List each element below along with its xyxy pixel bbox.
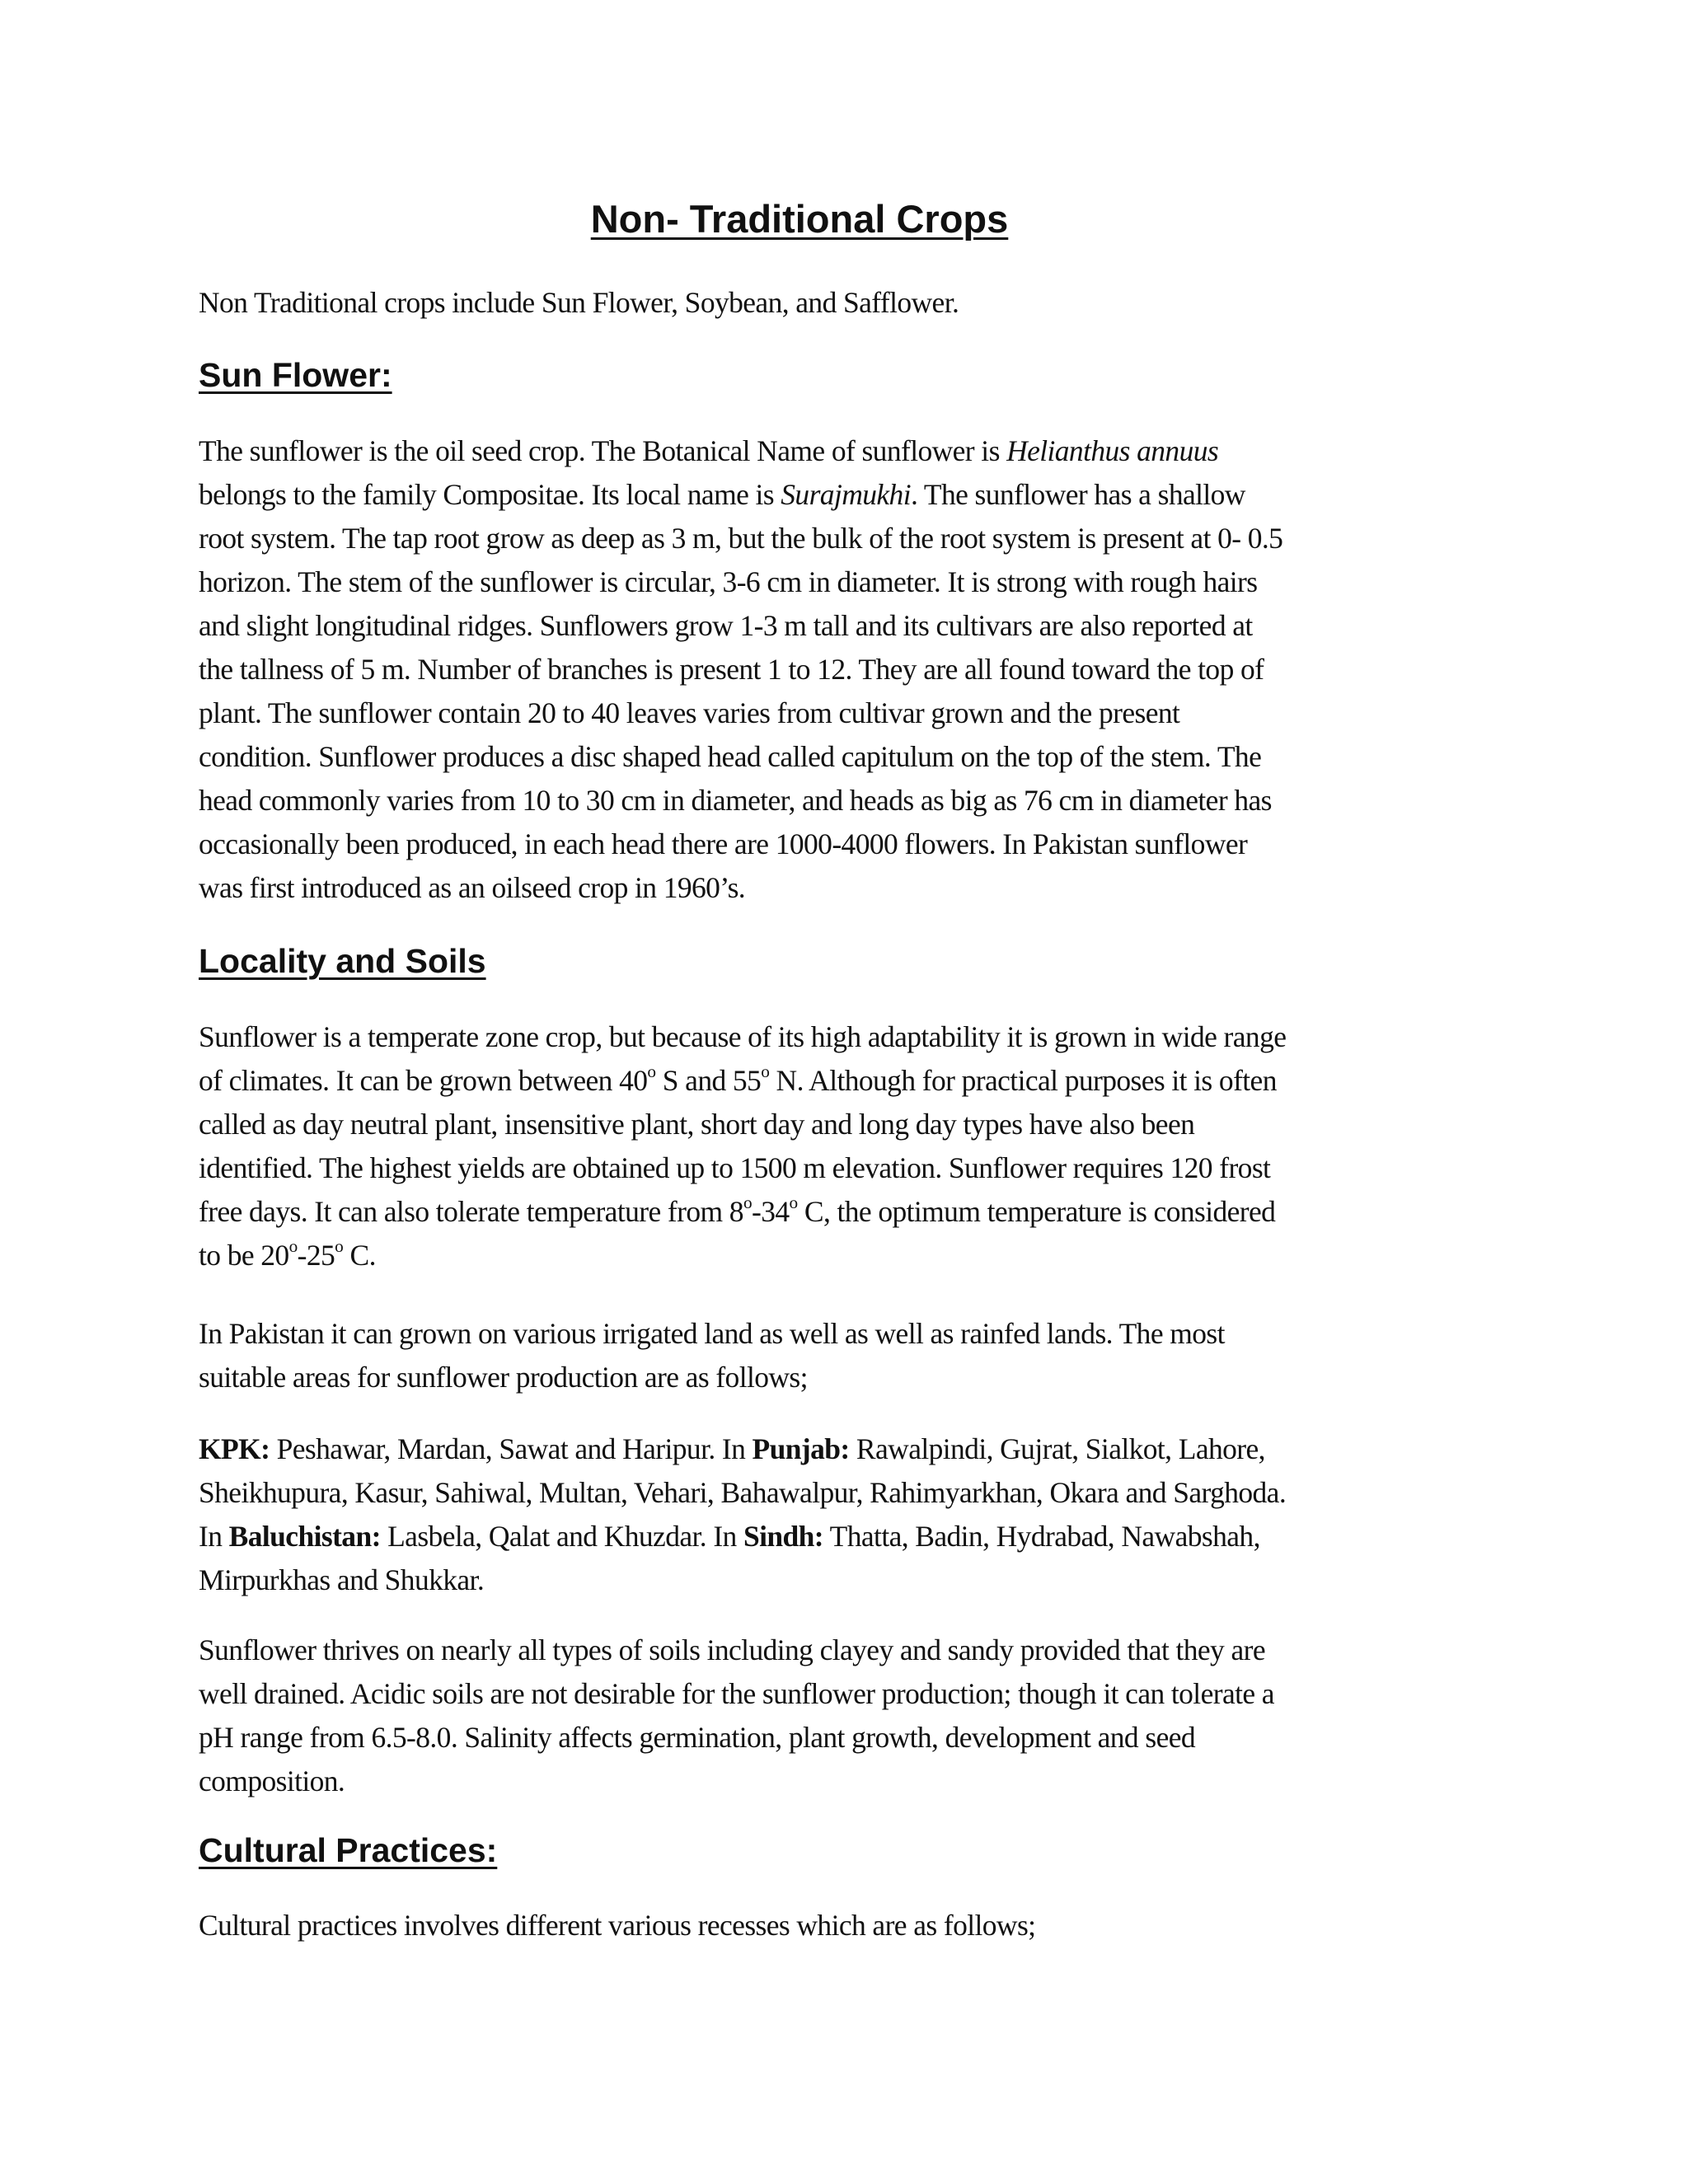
- locality-paragraph-soils: [199, 1629, 1484, 1803]
- line-text: to be 20: [199, 1239, 289, 1272]
- line-text: belongs to the family Compositae. Its local name is: [199, 478, 781, 511]
- paragraph-line: In Pakistan it can grown on various irrigated land as well as well as rainfed lands. The most: [199, 1317, 1225, 1350]
- line-text: C, the optimum temperature is considered: [797, 1195, 1276, 1228]
- paragraph-line: called as day neutral plant, insensitive plant, short day and long day types have also been: [199, 1108, 1195, 1141]
- botanical-name: Helianthus annuus: [1006, 434, 1219, 467]
- paragraph-line: [199, 1234, 1484, 1277]
- intro-text: Non Traditional crops include Sun Flower, Soybean, and Safflower.: [199, 286, 959, 319]
- paragraph-line: was first introduced as an oilseed crop in 1960’s.: [199, 871, 746, 904]
- paragraph-line: Cultural practices involves different various recesses which are as follows;: [199, 1909, 1036, 1942]
- line-text: . The sunflower has a shallow: [910, 478, 1245, 511]
- paragraph-line: composition.: [199, 1765, 345, 1797]
- paragraph-line: Mirpurkhas and Shukkar.: [199, 1563, 485, 1596]
- region-label-sindh: Sindh:: [743, 1520, 824, 1553]
- paragraph-line: [199, 473, 1484, 517]
- degree-mark: o: [288, 1236, 298, 1257]
- paragraph-line: head commonly varies from 10 to 30 cm in diameter, and heads as big as 76 cm in diameter has: [199, 784, 1272, 817]
- line-text: Thatta, Badin, Hydrabad, Nawabshah,: [823, 1520, 1260, 1553]
- page-title: Non- Traditional Crops: [590, 197, 1009, 241]
- cultural-practices-heading: Cultural Practices:: [199, 1831, 498, 1869]
- paragraph-line: [199, 1059, 1484, 1103]
- paragraph-line: condition. Sunflower produces a disc shaped head called capitulum on the top of the stem. The: [199, 740, 1262, 773]
- line-text: C.: [343, 1239, 376, 1272]
- paragraph-line: and slight longitudinal ridges. Sunflowers grow 1-3 m tall and its cultivars are also reported at: [199, 609, 1253, 642]
- sunflower-heading: Sun Flower:: [199, 356, 392, 394]
- paragraph-line: occasionally been produced, in each head there are 1000-4000 flowers. In Pakistan sunflower: [199, 827, 1248, 860]
- paragraph-line: [199, 1427, 1484, 1471]
- line-text: In: [199, 1520, 229, 1553]
- line-text: N. Although for practical purposes it is often: [769, 1064, 1277, 1097]
- line-text: Peshawar, Mardan, Sawat and Haripur. In: [270, 1432, 753, 1465]
- degree-mark: o: [761, 1062, 770, 1082]
- paragraph-line: Sunflower thrives on nearly all types of soils including clayey and sandy provided that they are: [199, 1633, 1266, 1666]
- paragraph-line: [199, 1515, 1484, 1558]
- line-text: Rawalpindi, Gujrat, Sialkot, Lahore,: [849, 1432, 1265, 1465]
- sunflower-paragraph: [199, 429, 1484, 910]
- locality-paragraph-regions: [199, 1427, 1484, 1602]
- degree-mark: o: [647, 1062, 656, 1082]
- locality-paragraph-1: [199, 1015, 1484, 1277]
- degree-mark: o: [743, 1193, 752, 1213]
- paragraph-line: suitable areas for sunflower production are as follows;: [199, 1361, 808, 1394]
- paragraph-line: identified. The highest yields are obtained up to 1500 m elevation. Sunflower requires 120 frost: [199, 1151, 1271, 1184]
- paragraph-line: [199, 429, 1484, 473]
- line-text: Lasbela, Qalat and Khuzdar. In: [380, 1520, 743, 1553]
- paragraph-line: root system. The tap root grow as deep as 3 m, but the bulk of the root system is present at 0- 0.5: [199, 522, 1283, 555]
- locality-heading: Locality and Soils: [199, 942, 486, 980]
- paragraph-line: the tallness of 5 m. Number of branches is present 1 to 12. They are all found toward the top of: [199, 653, 1264, 686]
- region-label-baluchistan: Baluchistan:: [228, 1520, 381, 1553]
- region-label-punjab: Punjab:: [752, 1432, 850, 1465]
- degree-mark: o: [789, 1193, 798, 1213]
- line-text: S and 55: [655, 1064, 762, 1097]
- line-text: The sunflower is the oil seed crop. The Botanical Name of sunflower is: [199, 434, 1007, 467]
- line-text: -34: [752, 1195, 790, 1228]
- line-text: -25: [297, 1239, 335, 1272]
- paragraph-line: horizon. The stem of the sunflower is circular, 3-6 cm in diameter. It is strong with rough hairs: [199, 565, 1258, 598]
- paragraph-line: plant. The sunflower contain 20 to 40 leaves varies from cultivar grown and the present: [199, 696, 1180, 729]
- line-text: of climates. It can be grown between 40: [199, 1064, 648, 1097]
- paragraph-line: well drained. Acidic soils are not desirable for the sunflower production; though it can tolerate a: [199, 1677, 1274, 1710]
- paragraph-line: Sunflower is a temperate zone crop, but because of its high adaptability it is grown in wide range: [199, 1020, 1287, 1053]
- paragraph-line: Sheikhupura, Kasur, Sahiwal, Multan, Vehari, Bahawalpur, Rahimyarkhan, Okara and Sarghoda.: [199, 1476, 1287, 1509]
- local-name: Surajmukhi: [781, 478, 911, 511]
- degree-mark: o: [335, 1236, 344, 1257]
- locality-paragraph-2: [199, 1312, 1484, 1399]
- intro-paragraph: [199, 281, 1484, 325]
- region-label-kpk: KPK:: [199, 1432, 270, 1465]
- cultural-practices-paragraph: [199, 1904, 1484, 1947]
- line-text: free days. It can also tolerate temperature from 8: [199, 1195, 743, 1228]
- paragraph-line: [199, 1190, 1484, 1234]
- paragraph-line: pH range from 6.5-8.0. Salinity affects germination, plant growth, development and seed: [199, 1721, 1196, 1754]
